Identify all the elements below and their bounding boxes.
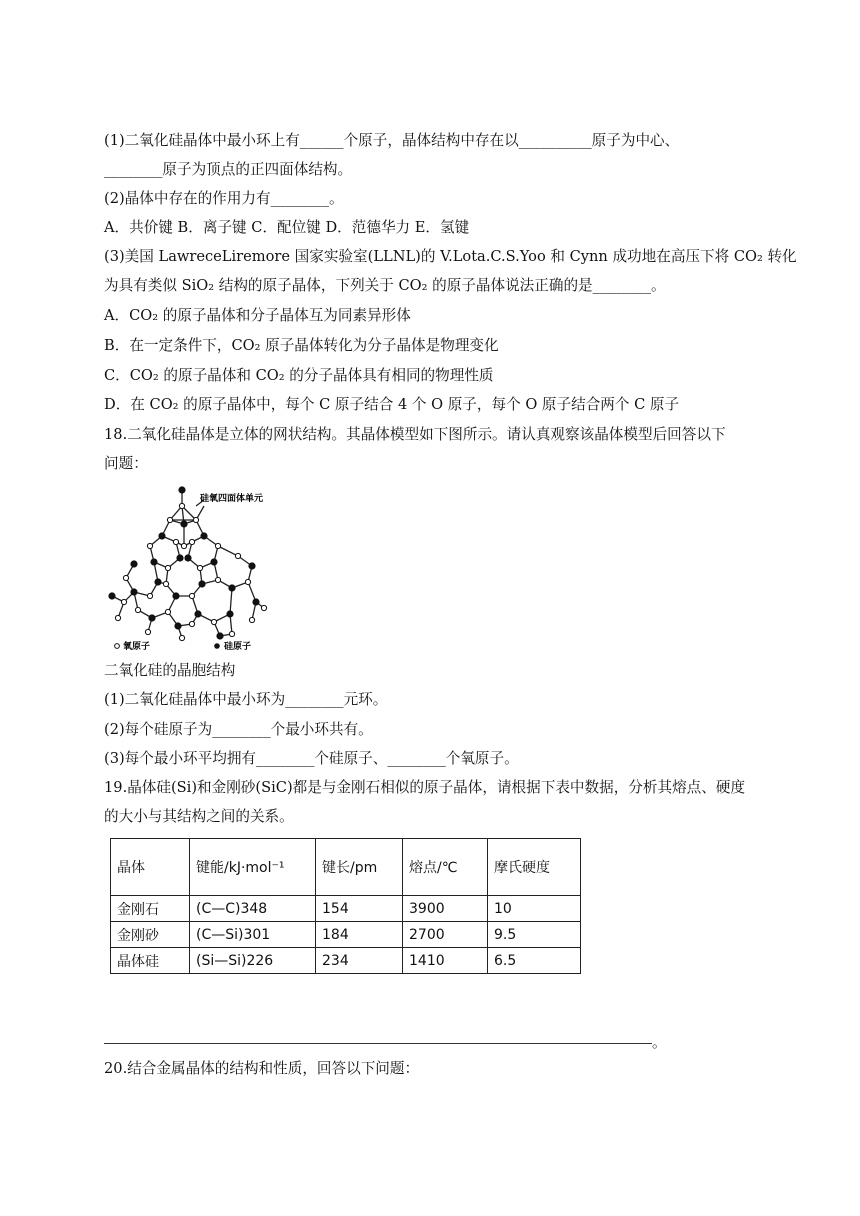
table-cell: 晶体硅 bbox=[111, 948, 190, 974]
header-cell: 熔点/℃ bbox=[403, 839, 488, 896]
table-cell: 234 bbox=[316, 948, 403, 974]
legend-silicon-label: 硅原子 bbox=[224, 642, 252, 652]
q18-intro-line1: 18.二氧化硅晶体是立体的网状结构。其晶体模型如下图所示。请认真观察该晶体模型后回答以下 bbox=[104, 426, 726, 443]
table-cell: 金刚砂 bbox=[111, 922, 190, 948]
table-cell: (Si—Si)226 bbox=[190, 948, 316, 974]
legend-silicon-marker bbox=[214, 643, 220, 649]
answer-blank-line[interactable] bbox=[104, 1043, 652, 1044]
table-cell: 2700 bbox=[403, 922, 488, 948]
q19-intro-line2: 的大小与其结构之间的关系。 bbox=[104, 808, 294, 825]
table-row bbox=[111, 948, 581, 974]
q19-intro-line1: 19.晶体硅(Si)和金刚砂(SiC)都是与金刚石相似的原子晶体，请根据下表中数据，分析其熔点、硬度 bbox=[104, 779, 746, 796]
crystal-data-table bbox=[110, 838, 581, 974]
q17-part2: (2)晶体中存在的作用力有________。 bbox=[104, 190, 344, 207]
q17-part2-options: A．共价键 B．离子键 C．配位键 D．范德华力 E．氢键 bbox=[104, 219, 470, 236]
legend-oxygen-marker bbox=[115, 644, 120, 649]
figure-label-tetrahedron-unit: 硅氧四面体单元 bbox=[200, 494, 264, 504]
q18-sub3: (3)每个最小环平均拥有________个硅原子、________个氧原子。 bbox=[104, 750, 519, 767]
table-cell: 6.5 bbox=[488, 948, 581, 974]
q17-part3-line2: 为具有类似 SiO₂ 结构的原子晶体，下列关于 CO₂ 的原子晶体说法正确的是________。 bbox=[104, 277, 666, 294]
table-row bbox=[111, 922, 581, 948]
table-cell: 154 bbox=[316, 896, 403, 922]
table-cell: 1410 bbox=[403, 948, 488, 974]
header-cell: 晶体 bbox=[111, 839, 190, 896]
q18-sub1: (1)二氧化硅晶体中最小环为________元环。 bbox=[104, 691, 388, 708]
table-cell: 184 bbox=[316, 922, 403, 948]
table-row bbox=[111, 896, 581, 922]
q17-option-a: A．CO₂ 的原子晶体和分子晶体互为同素异形体 bbox=[104, 307, 411, 324]
sio2-crystal-figure bbox=[104, 484, 274, 652]
header-cell: 键能/kJ·mol⁻¹ bbox=[190, 839, 316, 896]
q17-option-d: D．在 CO₂ 的原子晶体中，每个 C 原子结合 4 个 O 原子，每个 O 原子结合两个 C 原子 bbox=[104, 396, 680, 413]
q18-intro-line2: 问题： bbox=[104, 455, 148, 472]
table-cell: 9.5 bbox=[488, 922, 581, 948]
q18-sub2: (2)每个硅原子为________个最小环共有。 bbox=[104, 721, 373, 738]
table-cell: 3900 bbox=[403, 896, 488, 922]
q17-part1-line2: ________原子为顶点的正四面体结构。 bbox=[104, 161, 353, 178]
table-cell: (C—C)348 bbox=[190, 896, 316, 922]
answer-end-mark: 。 bbox=[652, 1034, 667, 1051]
header-cell: 摩氏硬度 bbox=[488, 839, 581, 896]
q17-option-b: B．在一定条件下，CO₂ 原子晶体转化为分子晶体是物理变化 bbox=[104, 337, 499, 354]
table-cell: (C—Si)301 bbox=[190, 922, 316, 948]
table-cell: 金刚石 bbox=[111, 896, 190, 922]
figure-caption: 二氧化硅的晶胞结构 bbox=[104, 662, 236, 679]
q17-option-c: C．CO₂ 的原子晶体和 CO₂ 的分子晶体具有相同的物理性质 bbox=[104, 367, 494, 384]
q17-part1-line1: (1)二氧化硅晶体中最小环上有______个原子，晶体结构中存在以__________原子为中心、 bbox=[104, 132, 680, 149]
table-header-row bbox=[111, 839, 581, 896]
legend-oxygen-label: 氧原子 bbox=[123, 642, 151, 652]
header-cell: 键长/pm bbox=[316, 839, 403, 896]
q20-intro: 20.结合金属晶体的结构和性质，回答以下问题： bbox=[104, 1060, 420, 1077]
q17-part3-line1: (3)美国 LawreceLiremore 国家实验室(LLNL)的 V.Lota.C.S.Yoo 和 Cynn 成功地在高压下将 CO₂ 转化 bbox=[104, 248, 797, 265]
table-cell: 10 bbox=[488, 896, 581, 922]
